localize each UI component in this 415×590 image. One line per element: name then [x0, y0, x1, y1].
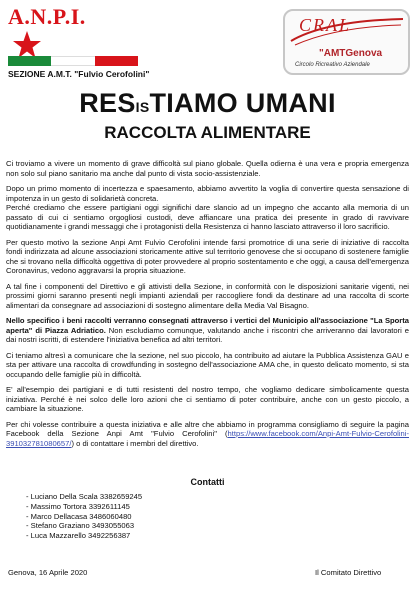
paragraph-7: E' all'esempio dei partigiani e di tutti resistenti del nostro tempo, che vogliamo dedicare simbolicamente questa iniziativa. Perché è nei solco delle loro azioni che ci sentiamo di poter contribuire, anche con un gesto piccolo, a cambiare la situazione.	[6, 385, 409, 413]
anpi-logo-text: A.N.P.I.	[8, 4, 86, 29]
contact-item: - Luciano Della Scala 3382659245	[26, 492, 143, 501]
contact-item: - Stefano Graziano 3493055063	[26, 521, 135, 531]
tricolor-flag	[8, 56, 138, 66]
page-subtitle: RACCOLTA ALIMENTARE	[104, 123, 311, 142]
paragraph-1: Ci troviamo a vivere un momento di grave difficoltà sul piano globale. Quella odierna è una vera e propria emergenza non solo sul piano sanitario ma anche dal punto di vista socio-assistenziale.	[6, 159, 409, 178]
contact-item: - Marco Dellacasa 3486060480	[26, 511, 132, 521]
paragraph-3: Per questo motivo la sezione Anpi Amt Fulvio Cerofolini intende farsi promotrice di una serie di iniziative di raccolta fondi indirizzata ad alcune associazioni storicamente attive sul territorio genovese che si occupano di sostenere famiglie che si trovano nella difficoltà oggettiva di poter provvedere al proprio sostentamento e che oggi, a causa dell'emergenza Coronavirus, vedono aggravarsi la propria situazione.	[6, 237, 409, 275]
contacts-list	[26, 492, 142, 541]
paragraph-5-rest: Non escludiamo comunque, valutando anche i riscontri che arriveranno dai lavoratori e dai nostri iscritti, di estendere l'iniziativa benefica ad altri territori.	[6, 325, 409, 344]
title-part-3: TIAMO UMANI	[149, 88, 336, 118]
title-part-1: RES	[79, 88, 136, 118]
paragraph-5	[6, 316, 409, 345]
paragraph-4: A tal fine i componenti del Direttivo e gli attivisti della Sezione, in conformità con le disposizioni sanitarie vigenti, nei prossimi giorni saranno presenti negli impianti aziendali per raccogliere fondi da destinare ad una raccolta di scorte alimentari da consegnare ad associazioni di sostegno alimentare della Media Val Bisagno.	[6, 281, 409, 310]
document-body	[6, 159, 409, 454]
paragraph-8	[6, 420, 409, 449]
cral-circolo-text: Circolo Ricreativo Aziendale	[295, 62, 370, 68]
paragraph-5-bold: Nello specifico i beni raccolti verranno consegnati attraverso i vertici del Municipio all'associazione "La Sporta aperta" di Piazza Adriatico.	[6, 316, 409, 335]
paragraph-2a: Dopo un primo momento di incertezza e spaesamento, abbiamo avvertito la voglia di convertire questa sensazione di impotenza in un gesto di solidarietà concreta.	[6, 184, 409, 203]
signature: Il Comitato Direttivo	[315, 568, 382, 577]
title-part-2: IS	[135, 99, 150, 115]
cral-logo-text: CRAL	[299, 15, 352, 35]
contact-item: - Massimo Tortora 3392611145	[26, 501, 130, 511]
sezione-label: SEZIONE A.M.T. "Fulvio Cerofolini"	[8, 69, 150, 79]
facebook-link[interactable]: https://www.facebook.com/Anpi-Amt-Fulvio-Cerofolini-391032781080657/	[6, 429, 409, 448]
paragraph-6: Ci teniamo altresì a comunicare che la sezione, nel suo piccolo, ha contribuito ad aiutare la Pubblica Assistenza GAU e sta per attivare una raccolta di crowdfunding in sostegno dell'associazione AMA che, in questo delicato momento, si sta occupando delle famiglie più in difficoltà.	[6, 350, 409, 379]
contact-item: - Luca Mazzarello 3492256387	[26, 531, 131, 541]
paragraph-2b: Perché crediamo che essere partigiani oggi significhi dare slancio ad un impegno che accanto alla memoria di un passato di cui ci sentiamo orgogliosi custodi, deve affiancare una pratica dei presente in grado di ravvivare quotidianamente i grandi messaggi che i protagonisti della Resistenza ci hanno lasciato attraverso il loro sacrificio.	[6, 203, 409, 231]
cral-amt-text: "AMTGenova	[319, 48, 383, 59]
paragraph-8-end: ) o di contattare i membri del direttivo.	[71, 438, 199, 448]
contacts-title: Contatti	[190, 477, 225, 487]
date-line: Genova, 16 Aprile 2020	[8, 568, 88, 577]
page-title	[0, 88, 415, 122]
paragraph-8-start: Per chi volesse contribuire a questa iniziativa e alle altre che abbiamo in programma consigliamo di seguire la pagina Facebook della Sezione Anpi Amt "Fulvio Cerofolini" (	[6, 419, 409, 438]
cral-logo	[283, 9, 410, 75]
